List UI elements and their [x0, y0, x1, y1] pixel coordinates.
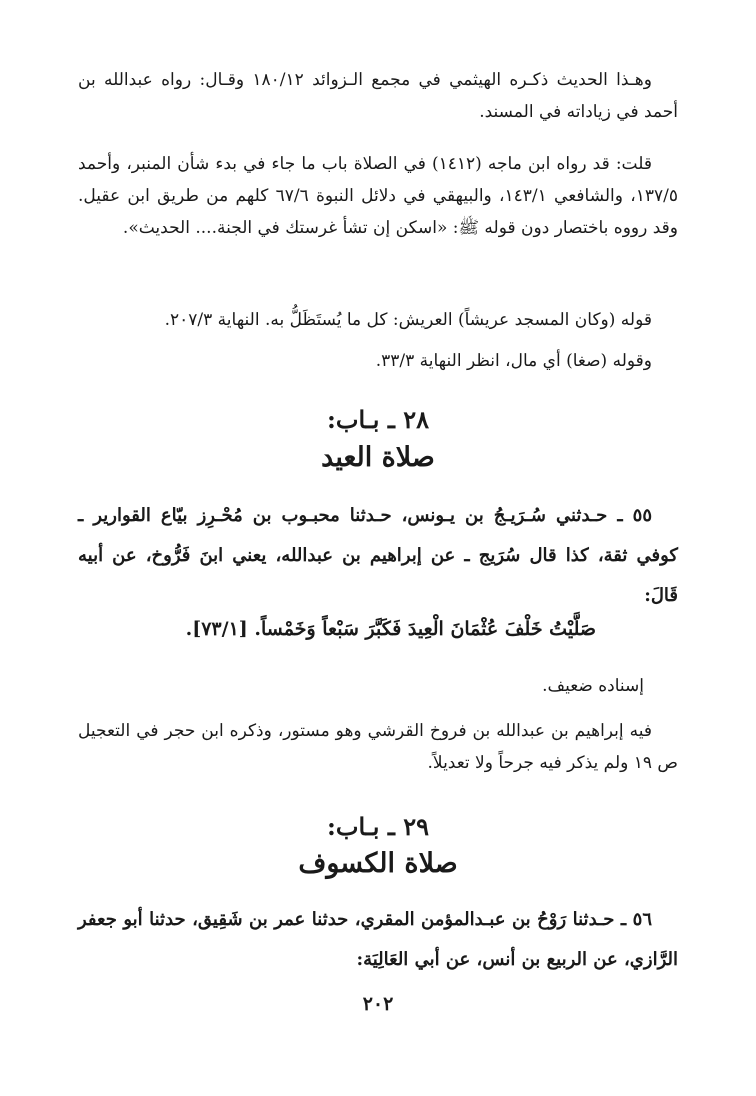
- hadith-55: ٥٥ ـ حـدثني سُـرَيـجُ بن يـونس، حـدثنا محبـوب بن مُحْـرِز بيّاع القوارير ـ كوفي ثقة، كذا قال سُرَيج ـ عن إبراهيم بن عبدالله، يعني ابنَ فَرُّوخ، عن أبيه قَالَ:: [78, 505, 678, 606]
- chapter-29-title: صلاة الكسوف: [298, 848, 458, 879]
- paragraph-haythami: وهـذا الحديث ذكـره الهيثمي في مجمع الـزوائد ١٨٠/١٢ وقـال: رواه عبدالله بن أحمد في زياداته في المسند.: [78, 70, 678, 122]
- hadith-56: ٥٦ ـ حـدثنا رَوْحُ بن عبـدالمؤمن المقري، حدثنا عمر بن شَقِيق، حدثنا أبو جعفر الرَّازي، عن الربيع بن أنس، عن أبي العَالِيَة:: [78, 909, 678, 970]
- hadith-55-text: صَلَّيْتُ خَلْفَ عُثْمَانَ الْعِيدَ فَكَبَّرَ سَبْعاً وَخَمْساً. [٧٣/١].: [185, 618, 596, 640]
- isnad-grade: إسناده ضعيف.: [542, 676, 644, 696]
- chapter-28-number: ٢٨ ـ بـاب:: [327, 405, 429, 434]
- paragraph-sagha: وقوله (صغا) أي مال، انظر النهاية ٣٣/٣.: [375, 351, 652, 371]
- paragraph-ibn-majah: قلت: قد رواه ابن ماجه (١٤١٢) في الصلاة باب ما جاء في بدء شأن المنبر، وأحمد ١٣٧/٥، والشافعي ١٤٣/١، والبيهقي في دلائل النبوة ٦٧/٦ كلهم من طريق ابن عقيل. وقد رووه باختصار دون قوله ﷺ: «اسكن إن تشأ غرستك في الجنة.... الحديث».: [78, 154, 678, 238]
- paragraph-ibrahim: فيه إبراهيم بن عبدالله بن فروخ القرشي وهو مستور، وذكره ابن حجر في التعجيل ص ١٩ ولم يذكر فيه جرحاً ولا تعديلاً.: [78, 721, 678, 773]
- chapter-28-title: صلاة العيد: [321, 442, 435, 473]
- chapter-29-number: ٢٩ ـ بـاب:: [327, 812, 429, 841]
- paragraph-arish: قوله (وكان المسجد عريشاً) العريش: كل ما يُستَظَلُّ به. النهاية ٢٠٧/٣.: [164, 310, 652, 330]
- page-number: ٢٠٢: [362, 993, 394, 1015]
